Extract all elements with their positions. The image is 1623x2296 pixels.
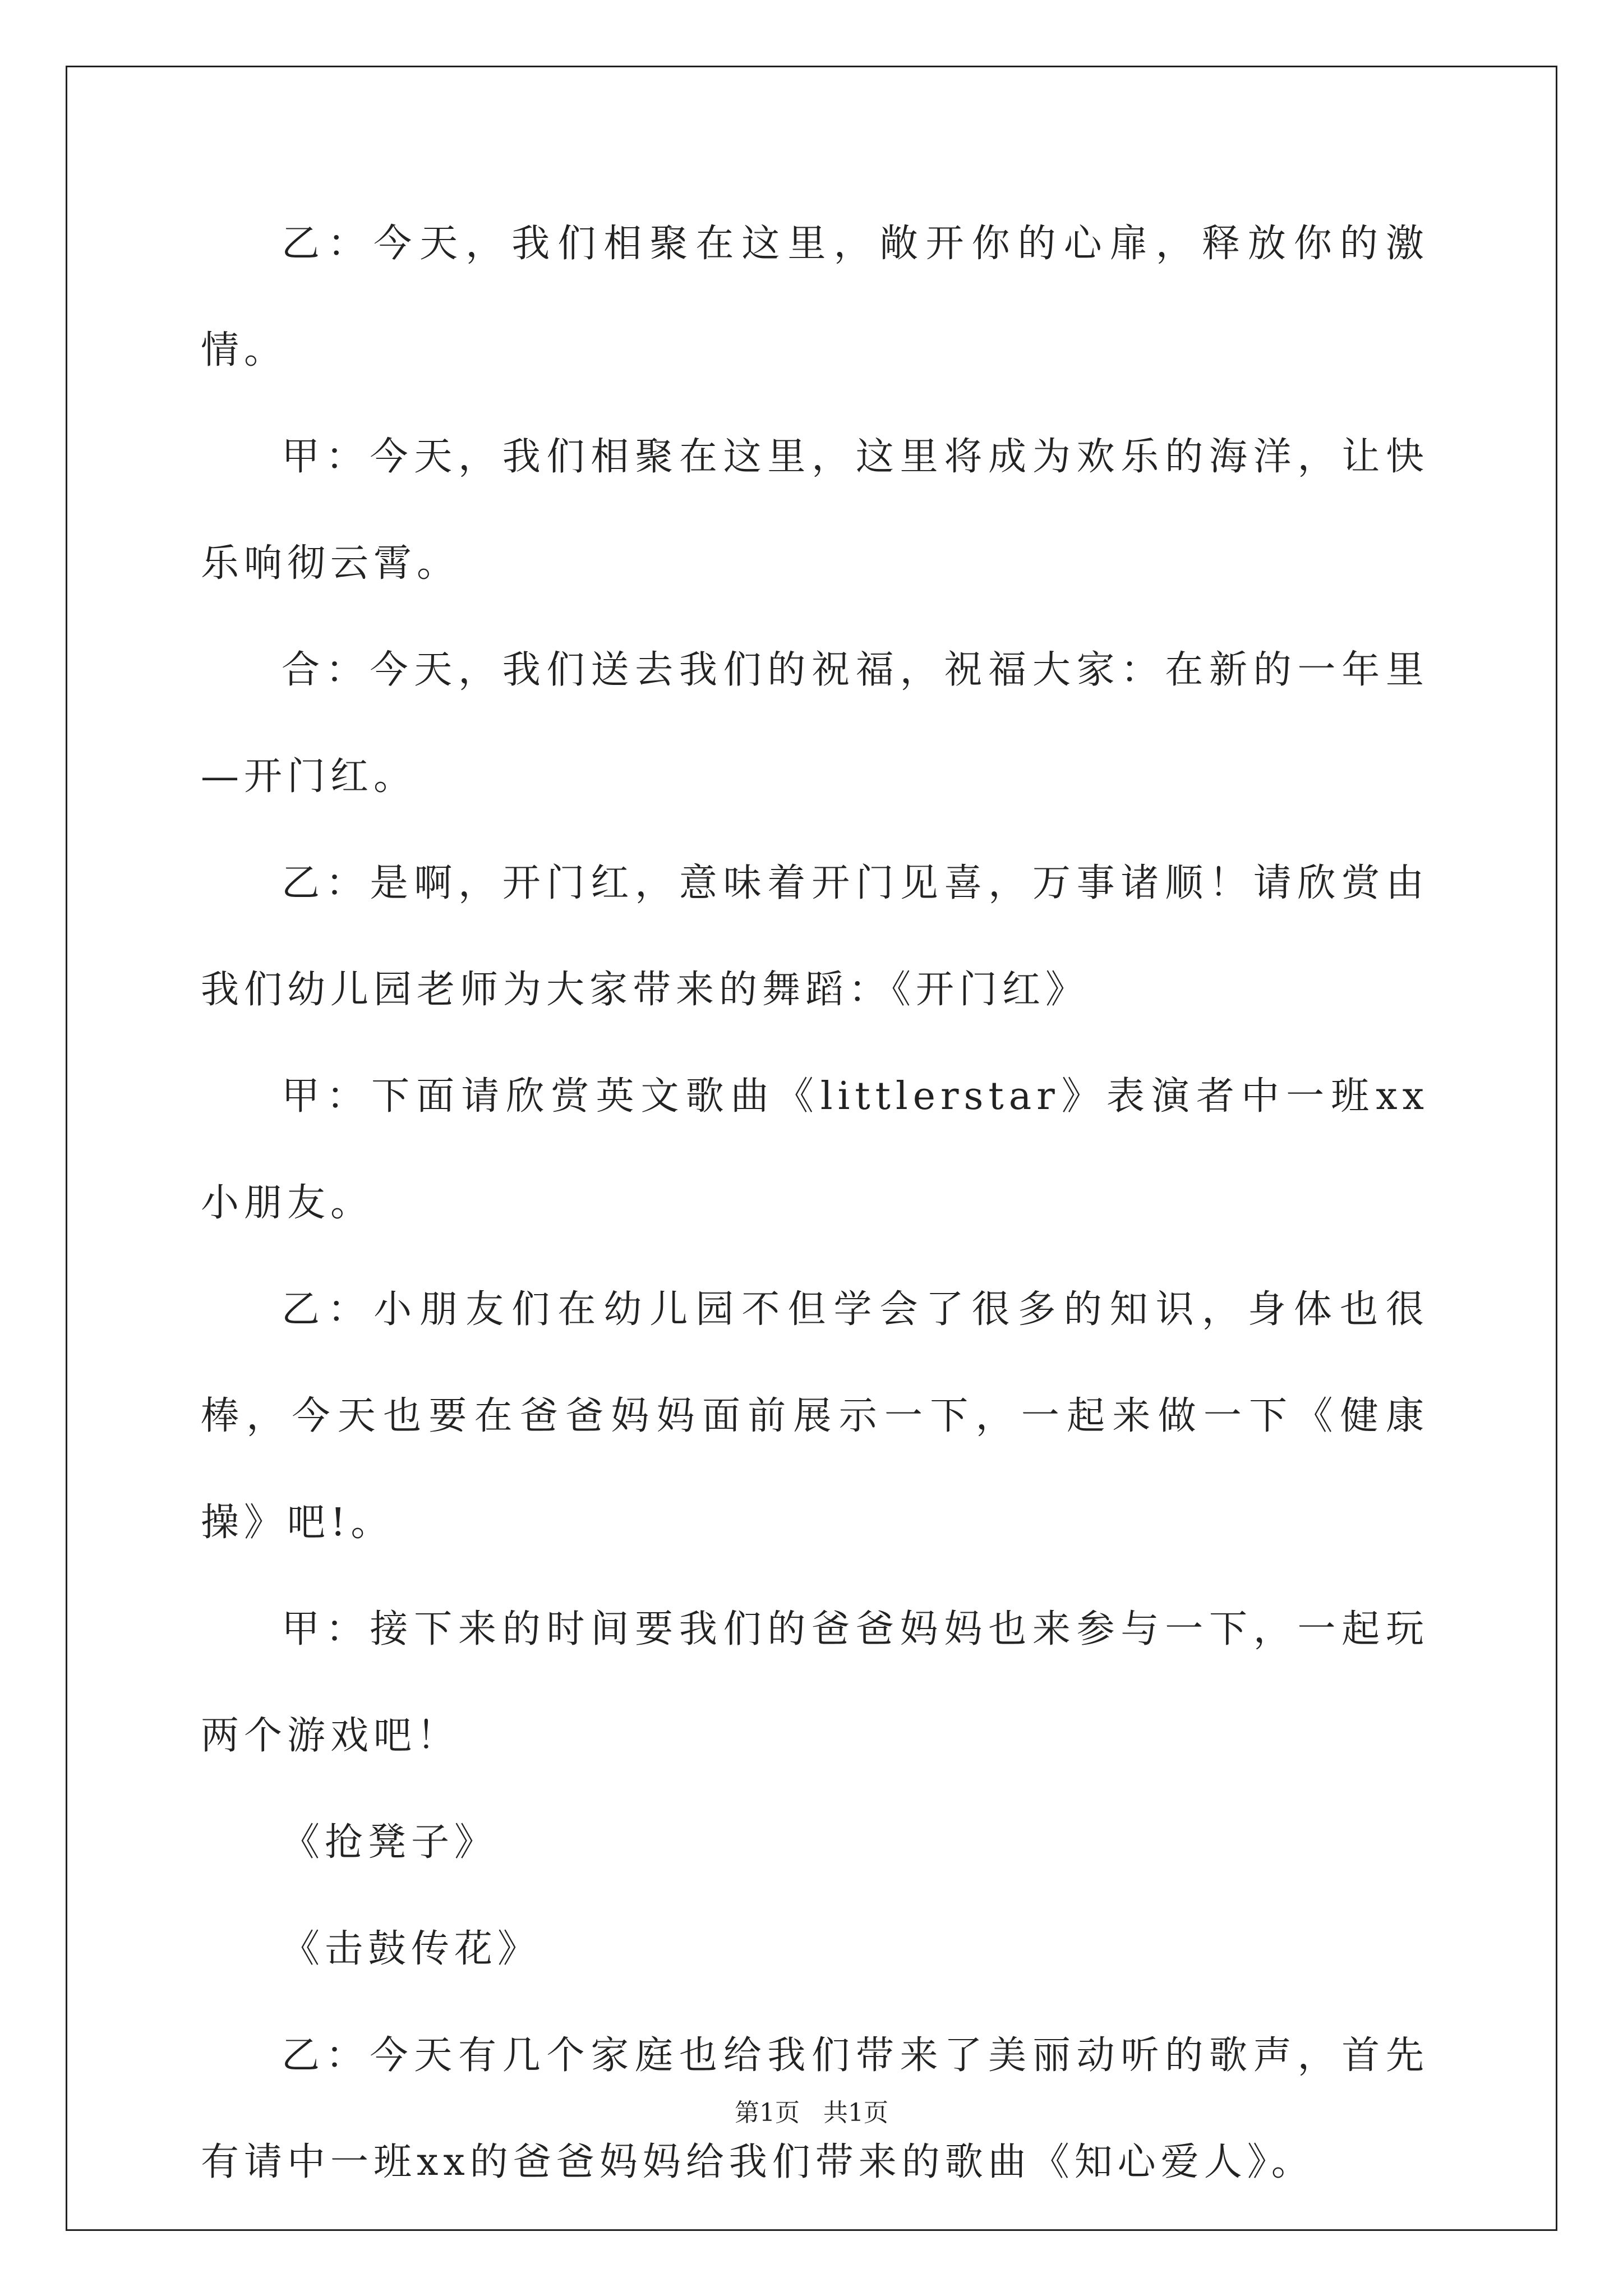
- paragraph-7: 甲：接下来的时间要我们的爸爸妈妈也来参与一下，一起玩两个游戏吧！: [201, 1607, 1429, 1758]
- paragraph-6: 乙：小朋友们在幼儿园不但学会了很多的知识，身体也很棒，今天也要在爸爸妈妈面前展示一下，一起来做一下《健康操》吧!。: [201, 1287, 1429, 1545]
- paragraph-4: 乙：是啊，开门红，意味着开门见喜，万事诸顺！请欣赏由我们幼儿园老师为大家带来的舞蹈：《开门红》: [201, 861, 1429, 1012]
- document-body: [201, 191, 1429, 2216]
- paragraph-3: 合：今天，我们送去我们的祝福，祝福大家：在新的一年里—开门红。: [201, 648, 1429, 799]
- page-number-footer: 第1页 共1页: [735, 2099, 888, 2127]
- paragraph-8: 《抢凳子》: [282, 1820, 498, 1865]
- paragraph-5: 甲：下面请欣赏英文歌曲《littlerstar》表演者中一班xx小朋友。: [201, 1074, 1429, 1225]
- paragraph-2: 甲：今天，我们相聚在这里，这里将成为欢乐的海洋，让快乐响彻云霄。: [201, 435, 1429, 586]
- paragraph-9: 《击鼓传花》: [282, 1927, 541, 1971]
- paragraph-1: 乙：今天，我们相聚在这里，敞开你的心扉，释放你的激情。: [201, 222, 1429, 372]
- paragraph-10: 乙：今天有几个家庭也给我们带来了美丽动听的歌声，首先有请中一班xx的爸爸妈妈给我们带来的歌曲《知心爱人》。: [201, 2033, 1429, 2184]
